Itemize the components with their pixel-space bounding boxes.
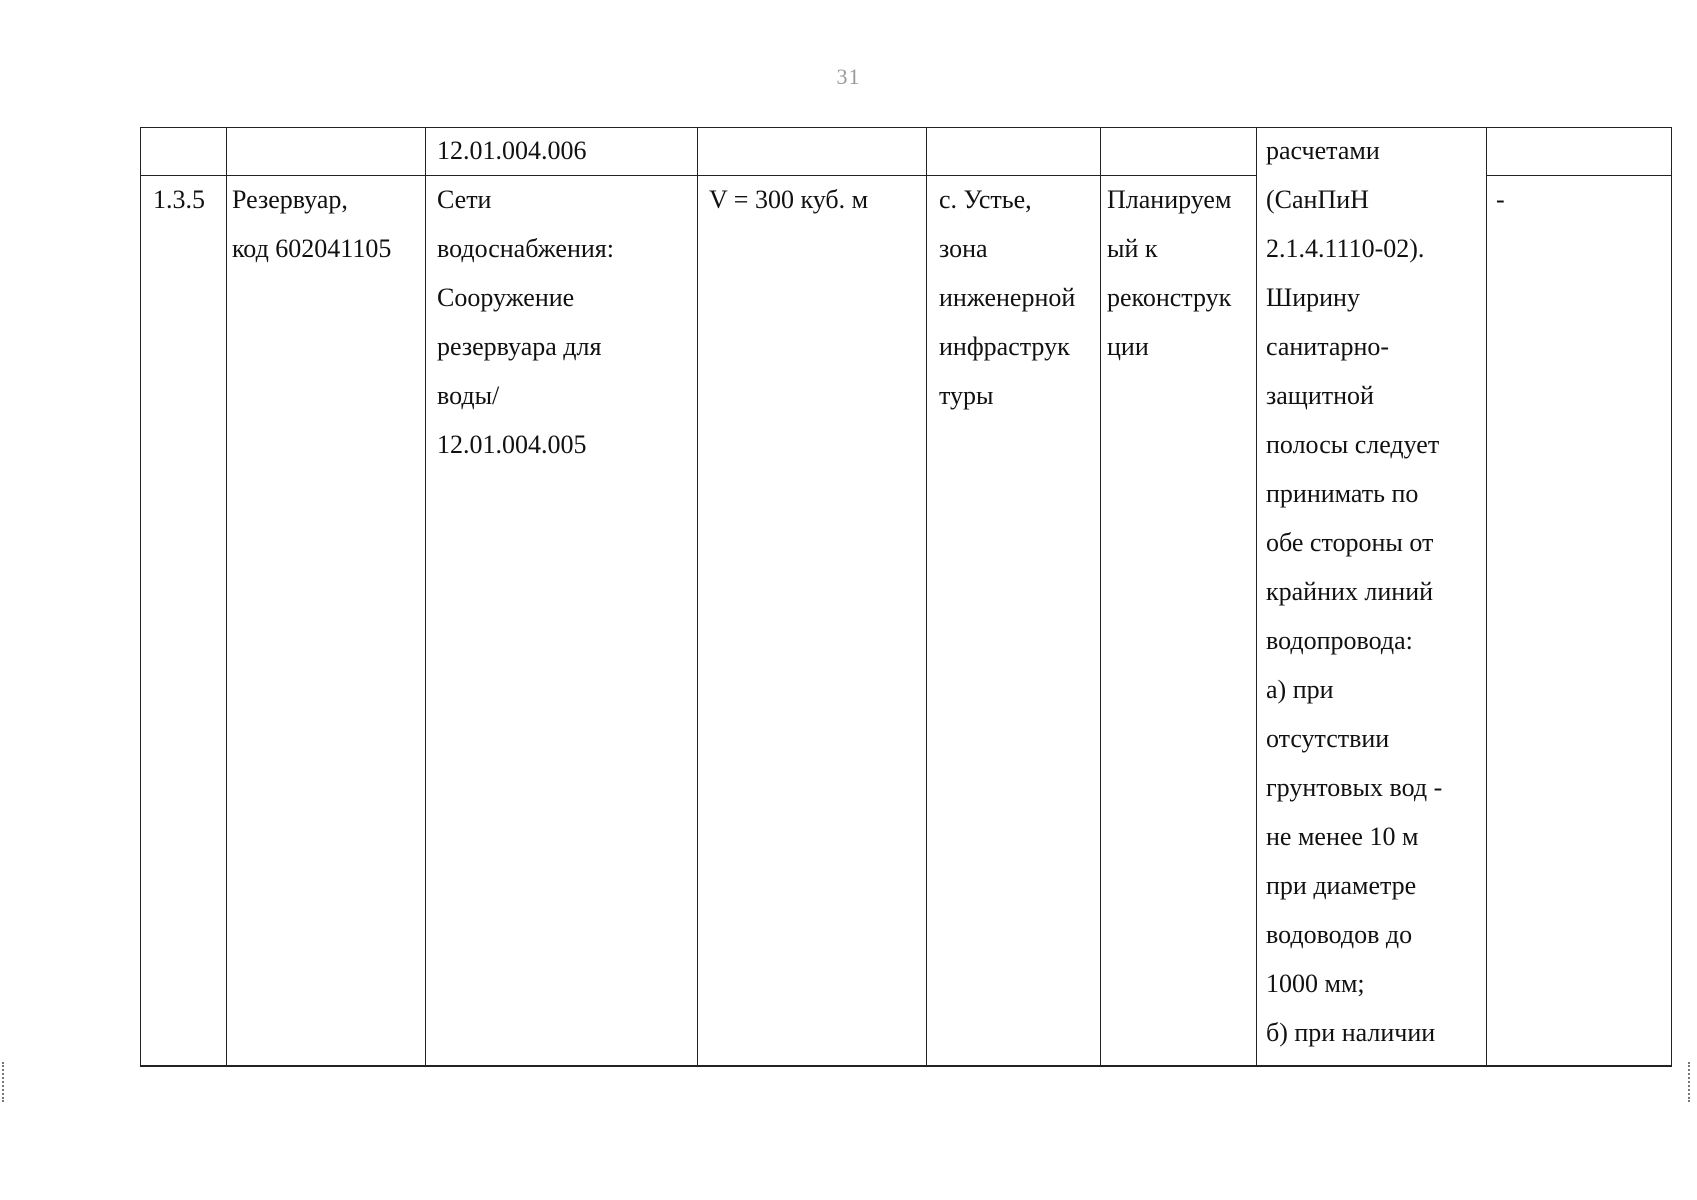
cell-top-code: 12.01.004.006 [437,136,587,165]
cell-item-number: 1.3.5 [153,185,205,214]
column-divider [425,128,426,1065]
cell-characteristics: V = 300 куб. м [709,185,869,214]
cell-object-purpose: Сети водоснабжения: Сооружение резервуара для воды/ 12.01.004.005 [437,185,614,459]
column-divider [1100,128,1101,1065]
cell-dash: - [1496,185,1505,214]
scan-edge-mark [1688,1062,1690,1102]
column-divider [1256,128,1257,1065]
document-table [140,127,1672,1067]
cell-location: с. Устье, зона инженерной инфраструк туры [939,185,1076,410]
page-number: 31 [836,64,861,89]
column-divider [926,128,927,1065]
scan-edge-mark [2,1062,4,1102]
cell-object-name: Резервуар, код 602041105 [232,185,392,263]
cell-status: Планируем ый к реконструк ции [1107,185,1232,361]
column-divider [1486,128,1487,1065]
cell-top-notes: расчетами [1266,136,1380,165]
cell-zone-notes: (СанПиН 2.1.4.1110-02). Ширину санитарно- защитной полосы следует принимать по обе стороны от крайних линий водопровода: а) при отсутствии грунтовых вод - не менее 10 м при диаметре водоводов до 1000 мм; б) при наличии [1266,185,1443,1047]
column-divider [226,128,227,1065]
column-divider [697,128,698,1065]
